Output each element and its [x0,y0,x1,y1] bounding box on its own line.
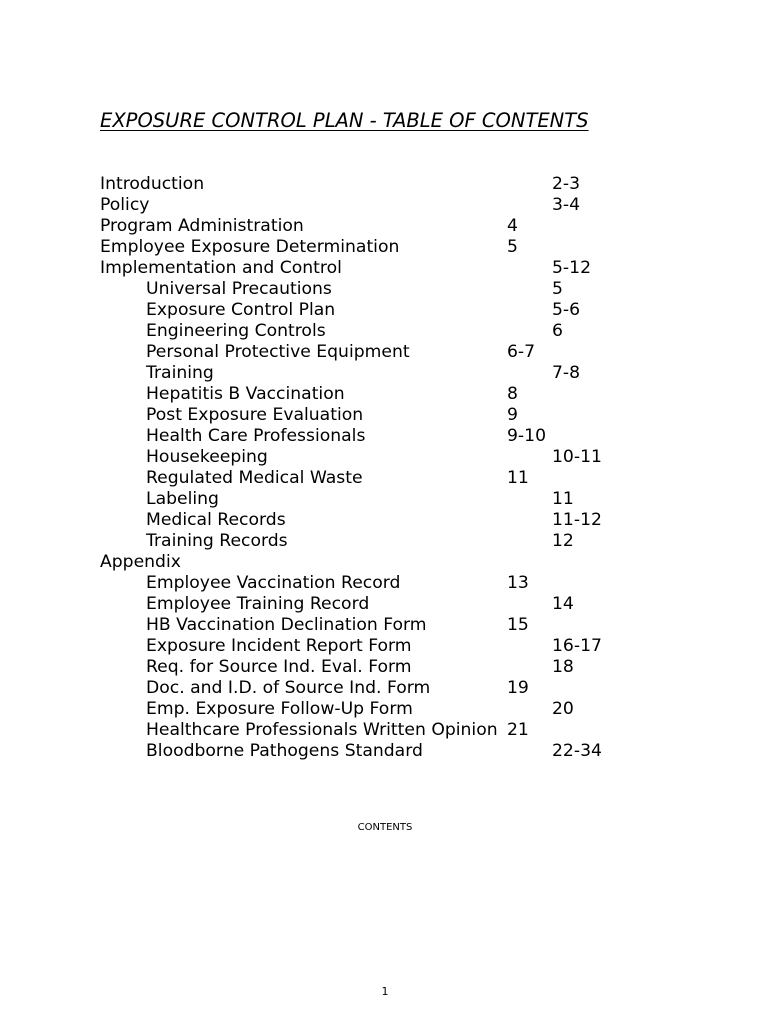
page-title: EXPOSURE CONTROL PLAN - TABLE OF CONTENTS [100,109,589,132]
toc-entry [100,573,720,594]
toc-entry [100,363,720,384]
toc-entry-page: 13 [507,573,529,593]
table-of-contents [100,174,720,762]
toc-entry-label: Bloodborne Pathogens Standard [146,741,423,761]
toc-entry [100,237,720,258]
toc-entry [100,678,720,699]
toc-entry-page: 18 [552,657,574,677]
toc-entry [100,174,720,195]
toc-entry-label: Hepatitis B Vaccination [146,384,345,404]
toc-entry-page: 8 [507,384,518,404]
toc-entry [100,636,720,657]
toc-entry-page: 14 [552,594,574,614]
toc-entry-label: Healthcare Professionals Written Opinion [146,720,498,740]
toc-entry-page: 11 [507,468,529,488]
toc-entry-page: 5 [507,237,518,257]
toc-entry-page: 5-12 [552,258,592,278]
toc-entry [100,342,720,363]
toc-entry-label: Personal Protective Equipment [146,342,410,362]
toc-entry [100,447,720,468]
toc-entry-label: Program Administration [100,216,304,236]
toc-entry-label: Post Exposure Evaluation [146,405,364,425]
toc-entry-label: Exposure Control Plan [146,300,336,320]
toc-entry [100,615,720,636]
toc-entry [100,300,720,321]
toc-entry-page: 20 [552,699,574,719]
toc-entry-page: 4 [507,216,518,236]
toc-entry-label: Engineering Controls [146,321,326,341]
toc-entry-label: Employee Vaccination Record [146,573,401,593]
toc-entry-page: 10-11 [552,447,602,467]
toc-entry-page: 12 [552,531,574,551]
toc-entry-page: 3-4 [552,195,581,215]
toc-entry [100,552,720,573]
toc-entry [100,384,720,405]
toc-entry-page: 5 [552,279,563,299]
toc-entry-label: Req. for Source Ind. Eval. Form [146,657,412,677]
toc-entry [100,426,720,447]
toc-entry [100,279,720,300]
toc-entry-label: Emp. Exposure Follow-Up Form [146,699,413,719]
toc-entry-page: 22-34 [552,741,602,761]
toc-entry-page: 15 [507,615,529,635]
toc-entry-page: 7-8 [552,363,581,383]
toc-entry [100,531,720,552]
toc-entry [100,258,720,279]
toc-entry-page: 6 [552,321,563,341]
page-number: 1 [381,985,389,998]
toc-entry-label: Appendix [100,552,181,572]
toc-entry-label: Housekeeping [146,447,268,467]
toc-entry [100,720,720,741]
toc-entry-label: Policy [100,195,150,215]
toc-entry-label: Regulated Medical Waste [146,468,363,488]
toc-entry-label: Health Care Professionals [146,426,366,446]
toc-entry-label: Introduction [100,174,205,194]
toc-entry-label: Labeling [146,489,219,509]
toc-entry [100,594,720,615]
toc-entry-label: Medical Records [146,510,286,530]
toc-entry [100,489,720,510]
toc-entry-page: 9-10 [507,426,547,446]
toc-entry-label: Exposure Incident Report Form [146,636,412,656]
toc-entry-label: Employee Training Record [146,594,370,614]
toc-entry-label: HB Vaccination Declination Form [146,615,427,635]
toc-entry-label: Employee Exposure Determination [100,237,400,257]
toc-entry [100,321,720,342]
toc-entry [100,216,720,237]
toc-entry-label: Training Records [146,531,288,551]
toc-entry-page: 6-7 [507,342,536,362]
toc-entry [100,510,720,531]
toc-entry-label: Training [146,363,214,383]
toc-entry-page: 9 [507,405,518,425]
toc-entry-page: 2-3 [552,174,581,194]
toc-entry-page: 16-17 [552,636,602,656]
footer-section-label: CONTENTS [357,822,413,833]
toc-entry-page: 11-12 [552,510,602,530]
toc-entry-label: Universal Precautions [146,279,332,299]
toc-entry [100,657,720,678]
toc-entry-page: 19 [507,678,529,698]
toc-entry-label: Doc. and I.D. of Source Ind. Form [146,678,431,698]
toc-entry-label: Implementation and Control [100,258,342,278]
toc-entry [100,699,720,720]
toc-entry-page: 11 [552,489,574,509]
toc-entry [100,741,720,762]
toc-entry-page: 5-6 [552,300,581,320]
toc-entry [100,405,720,426]
toc-entry [100,195,720,216]
toc-entry [100,468,720,489]
toc-entry-page: 21 [507,720,529,740]
